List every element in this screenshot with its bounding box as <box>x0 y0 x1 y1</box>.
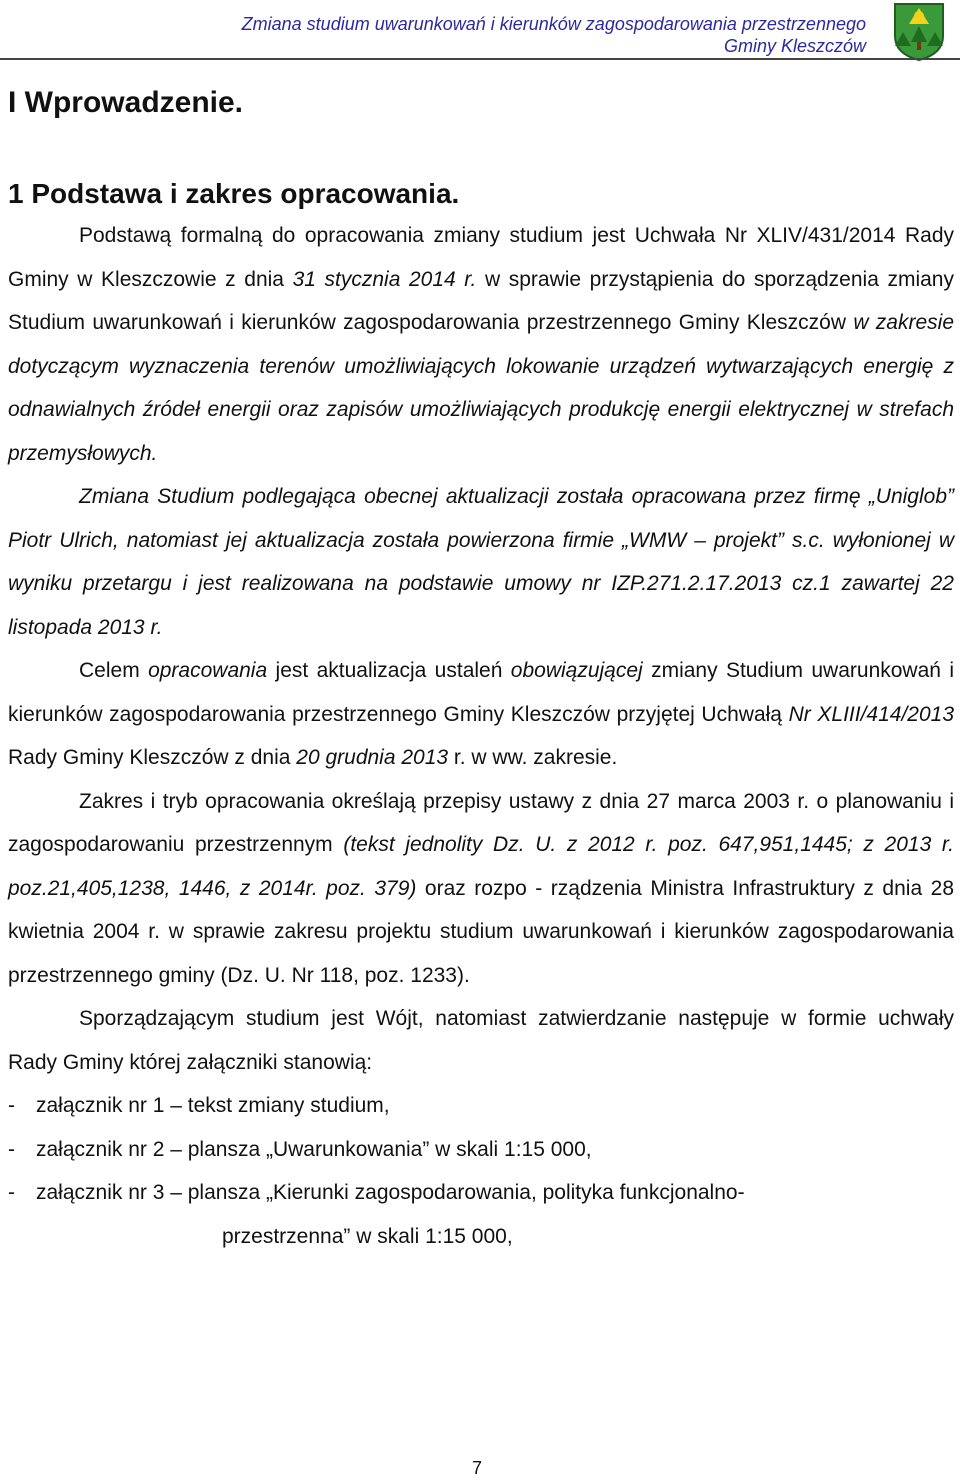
page-number: 7 <box>472 1458 483 1478</box>
header-line-1: Zmiana studium uwarunkowań i kierunków zagospodarowania przestrzennego <box>241 14 866 34</box>
list-item-text: załącznik nr 2 – plansza „Uwarunkowania” w skali 1:15 000, <box>36 1137 592 1161</box>
attachments-list <box>8 1084 954 1258</box>
p3-g: Rady Gminy Kleszczów z dnia <box>8 746 297 769</box>
paragraph-5: Sporządzającym studium jest Wójt, natomiast zatwierdzanie następuje w formie uchwały Rady Gminy której załączniki stanowią: <box>8 1007 954 1074</box>
document-body <box>8 214 954 1258</box>
list-dash: - <box>8 1137 15 1161</box>
p3-d: obowiązującej <box>510 659 643 682</box>
header-rule <box>0 58 960 60</box>
paragraph-4 <box>8 780 954 998</box>
p3-a: Celem <box>79 659 149 682</box>
section-heading: 1 Podstawa i zakres opracowania. <box>8 178 460 209</box>
header-line-2: Gminy Kleszczów <box>723 36 866 56</box>
list-item-continuation: przestrzenna” w skali 1:15 000, <box>222 1224 513 1248</box>
p3-h: 20 grudnia 2013 <box>296 746 449 769</box>
paragraph-3 <box>8 649 954 780</box>
list-dash: - <box>8 1181 15 1204</box>
p4-a: Zakres i tryb opracowania określają przepisy ustawy z dnia 27 marca 2003 r. o planowaniu i zagospodarowaniu przestrzennym <box>8 789 954 856</box>
paragraph-2: Zmiana Studium podlegająca obecnej aktualizacji została opracowana przez firmę „Uniglob” Piotr Ulrich, natomiast jej aktualizacja została powierzona firmie „WMW – projekt” s.c. wyłonionej w wyniku przetargu i jest realizowana na podstawie umowy nr IZP.271.2.17.2013 cz.1 zawartej 22 listopada 2013 r. <box>8 485 954 639</box>
p3-f: Nr XLIII/414/2013 <box>788 702 955 726</box>
paragraph-1 <box>8 214 954 475</box>
list-item <box>8 1084 954 1128</box>
list-item-text: załącznik nr 1 – tekst zmiany studium, <box>36 1094 390 1117</box>
running-header <box>242 13 866 57</box>
p3-b: opracowania <box>148 659 268 682</box>
p1-date: 31 stycznia 2014 r. <box>292 267 477 291</box>
p4-b: (tekst jednolity Dz. U. z 2012 r. poz. 647,951,1445; z 2013 r. poz.21,405,1238, 1446, z 2014r. poz. 379) <box>8 833 954 900</box>
p1-scope: w zakresie dotyczącym wyznaczenia terenów umożliwiających lokowanie urządzeń wytwarzających energię z odnawialnych źródeł energii oraz zapisów umożliwiających produkcję energii elektrycznej w strefach przemysłowych. <box>8 311 954 465</box>
chapter-heading: I Wprowadzenie. <box>8 86 244 119</box>
list-item <box>8 1128 954 1172</box>
list-item-text: załącznik nr 3 – plansza „Kierunki zagospodarowania, polityka funkcjonalno- <box>36 1181 745 1204</box>
p4-c: oraz rozpo - rządzenia Ministra Infrastruktury z dnia 28 kwietnia 2004 r. w sprawie zakresu projektu studium uwarunkowań i kierunków zagospodarowania przestrzennego gminy (Dz. U. Nr 118, poz. 1233). <box>8 876 954 987</box>
coat-of-arms-icon <box>893 2 945 62</box>
list-item <box>8 1171 954 1215</box>
p3-c: jest aktualizacja ustaleń <box>267 659 511 682</box>
p3-e: zmiany Studium uwarunkowań i kierunków zagospodarowania przestrzennego Gminy Kleszczów przyjętej Uchwałą <box>8 659 954 726</box>
p3-i: r. w ww. zakresie. <box>448 746 618 769</box>
list-dash: - <box>8 1094 15 1117</box>
p1-text: Podstawą formalną do opracowania zmiany studium jest Uchwała Nr XLIV/431/2014 Rady Gminy w Kleszczowie z dnia <box>8 224 954 291</box>
p1-text-2: w sprawie przystąpienia do sporządzenia zmiany Studium uwarunkowań i kierunków zagospodarowania przestrzennego Gminy Kleszczów <box>8 267 954 334</box>
